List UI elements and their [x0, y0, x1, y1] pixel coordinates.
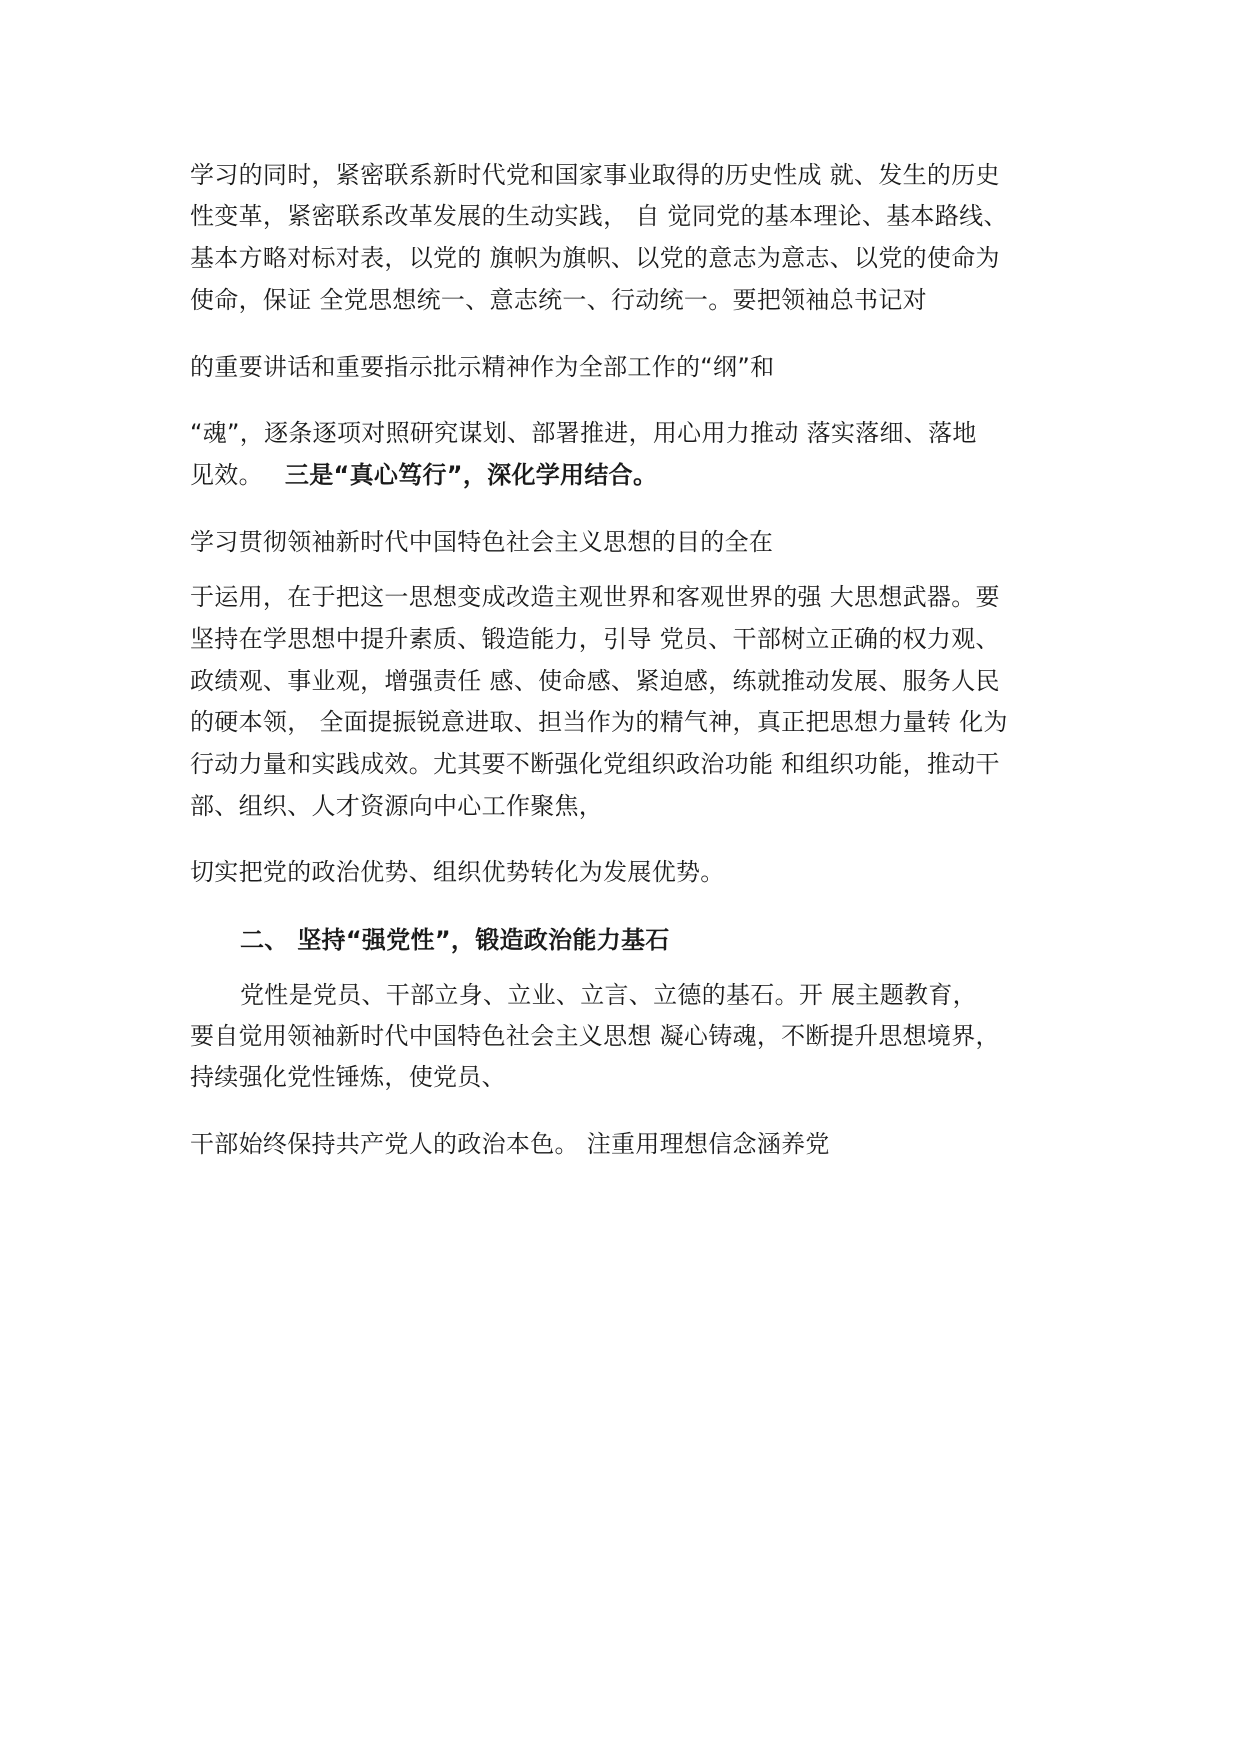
text-line: “魂”，逐条逐项对照研究谋划、部署推进，用心用力推动 落实落细、落地 — [190, 419, 977, 447]
text-line: 行动力量和实践成效。尤其要不断强化党组织政治功能 和组织功能，推动干 — [190, 750, 1000, 778]
text-line: 学习贯彻领袖新时代中国特色社会主义思想的目的全在 — [190, 528, 774, 556]
text-line: 基本方略对标对表，以党的 旗帜为旗帜、以党的意志为意志、以党的使命为 — [190, 244, 1000, 272]
text-line: 使命，保证 全党思想统一、意志统一、行动统一。要把领袖总书记对 — [190, 286, 927, 314]
text-line: 部、组织、人才资源向中心工作聚焦， — [190, 792, 604, 820]
text-line: 于运用，在于把这一思想变成改造主观世界和客观世界的强 大思想武器。要 — [190, 583, 1000, 611]
text-fragment: 见效。 — [190, 461, 263, 489]
text-line: 学习的同时，紧密联系新时代党和国家事业取得的历史性成 就、发生的历史 — [190, 161, 1000, 189]
text-line: 的重要讲话和重要指示批示精神作为全部工作的“纲”和 — [190, 353, 775, 381]
text-line: 坚持在学思想中提升素质、锻造能力，引导 党员、干部树立正确的权力观、 — [190, 625, 1000, 653]
text-line: 切实把党的政治优势、组织优势转化为发展优势。 — [190, 858, 725, 886]
section-heading: 二、 坚持“强党性”，锻造政治能力基石 — [240, 926, 670, 954]
text-line: 要自觉用领袖新时代中国特色社会主义思想 凝心铸魂，不断提升思想境界， — [190, 1022, 1000, 1050]
text-line: 的硬本领， 全面提振锐意进取、担当作为的精气神，真正把思想力量转 化为 — [190, 708, 1008, 736]
text-line: 干部始终保持共产党人的政治本色。 注重用理想信念涵养党 — [190, 1130, 830, 1158]
subsection-heading: 三是“真心笃行”，深化学用结合。 — [284, 461, 658, 489]
text-line — [190, 460, 657, 490]
text-line: 党性是党员、干部立身、立业、立言、立德的基石。开 展主题教育， — [240, 981, 977, 1009]
text-line: 政绩观、事业观，增强责任 感、使命感、紧迫感，练就推动发展、服务人民 — [190, 667, 1000, 695]
text-line: 持续强化党性锤炼，使党员、 — [190, 1063, 506, 1091]
text-line: 性变革，紧密联系改革发展的生动实践， 自 觉同党的基本理论、基本路线、 — [190, 202, 1008, 230]
